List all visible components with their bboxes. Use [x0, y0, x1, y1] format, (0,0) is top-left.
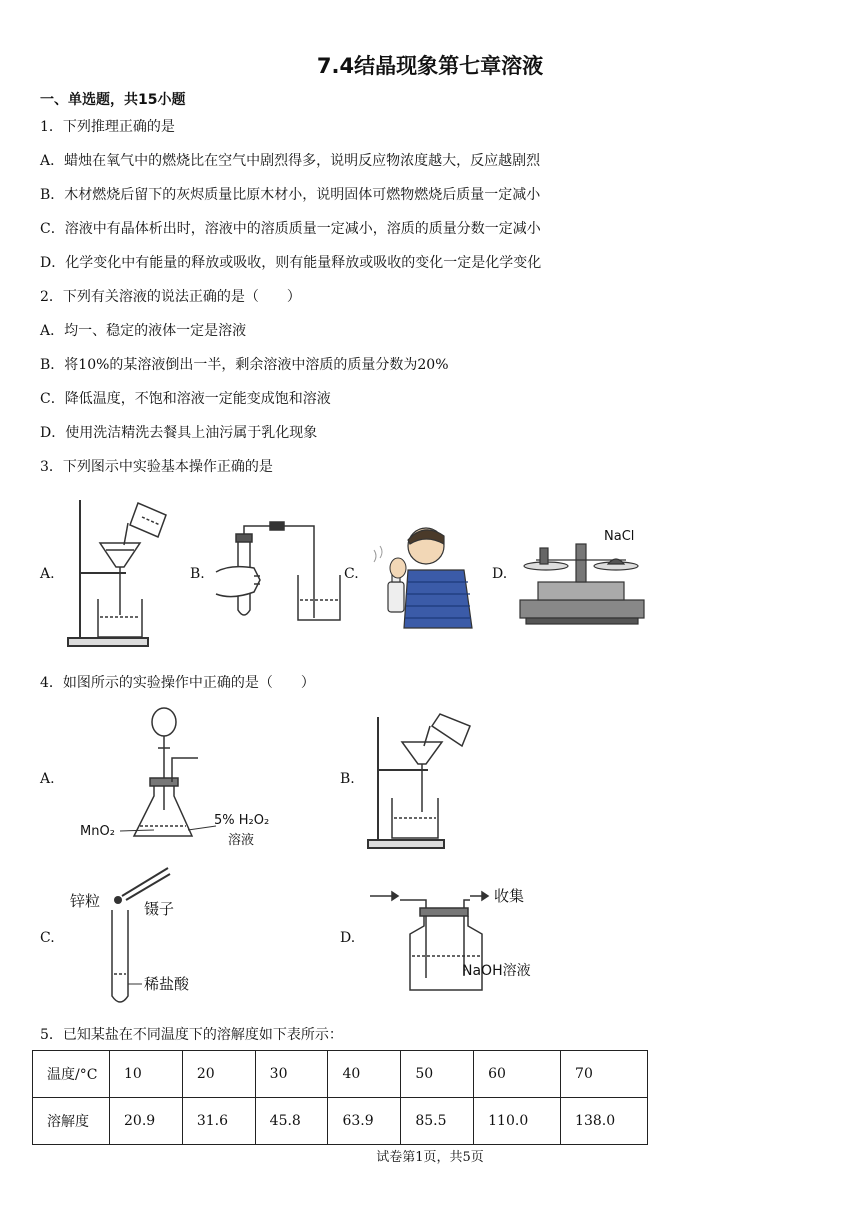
table-cell: 63.9	[328, 1098, 401, 1145]
funnel-icon	[402, 742, 442, 812]
q1-option-c: C．溶液中有晶体析出时，溶液中的溶质质量一定减小，溶质的质量分数一定减小	[40, 221, 541, 237]
q3-label-a: A.	[40, 566, 55, 582]
q4-label-a: A.	[40, 771, 55, 787]
nacl-label: NaCl	[604, 529, 635, 544]
table-cell: 31.6	[182, 1098, 255, 1145]
filtration-diagram	[58, 495, 173, 650]
conical-flask-icon	[134, 778, 192, 836]
table-cell: 45.8	[255, 1098, 328, 1145]
page-title: 7.4结晶现象第七章溶液	[316, 54, 544, 78]
oxygen-generation-diagram	[68, 702, 278, 852]
table-cell: 50	[401, 1051, 474, 1098]
zinc-granule-icon	[114, 896, 122, 904]
naoh-label: NaOH溶液	[462, 963, 531, 979]
q2-stem: 2．下列有关溶液的说法正确的是（ ）	[40, 289, 301, 305]
q5-stem: 5．已知某盐在不同温度下的溶解度如下表所示：	[40, 1027, 343, 1043]
test-tube-icon	[112, 910, 128, 1002]
solubility-table	[32, 1050, 648, 1145]
table-cell: 30	[255, 1051, 328, 1098]
table-row-temperature	[33, 1051, 648, 1098]
zinc-label: 锌粒	[70, 892, 101, 910]
q2-option-c: C．降低温度，不饱和溶液一定能变成饱和溶液	[40, 391, 331, 407]
pouring-beaker-icon	[124, 503, 166, 545]
h2o2-label: 5% H₂O₂	[214, 813, 270, 828]
table-cell: 60	[474, 1051, 561, 1098]
table-cell: 85.5	[401, 1098, 474, 1145]
table-cell: 20	[182, 1051, 255, 1098]
q4-label-b: B.	[340, 771, 355, 787]
q1-option-d: D．化学变化中有能量的释放或吸收，则有能量释放或吸收的变化一定是化学变化	[40, 255, 542, 271]
table-header-solubility: 溶解度	[33, 1098, 110, 1145]
balance-diagram	[516, 520, 648, 628]
q1-option-a: A．蜡烛在氧气中的燃烧比在空气中剧烈得多，说明反应物浓度越大，反应越剧烈	[40, 153, 541, 169]
gas-washing-diagram	[366, 882, 546, 994]
hand-icon	[216, 567, 260, 597]
filtration-diagram-2	[362, 712, 477, 852]
q3-label-d: D.	[492, 566, 508, 582]
pouring-beaker-icon	[424, 714, 470, 746]
table-cell: 138.0	[561, 1098, 648, 1145]
q2-option-d: D．使用洗洁精洗去餐具上油污属于乳化现象	[40, 425, 318, 441]
q4-label-c: C.	[40, 930, 55, 946]
iron-stand-icon	[68, 500, 148, 646]
page-footer: 试卷第1页，共5页	[376, 1150, 484, 1165]
beaker-icon	[392, 798, 438, 838]
tweezers-label: 镊子	[144, 900, 175, 918]
zinc-addition-diagram	[68, 862, 228, 1010]
tweezers-icon	[122, 868, 170, 900]
table-cell: 20.9	[110, 1098, 183, 1145]
person-icon	[404, 528, 472, 628]
table-cell: 40	[328, 1051, 401, 1098]
q1-option-b: B．木材燃烧后留下的灰烬质量比原木材小，说明固体可燃物燃烧后质量一定减小	[40, 187, 541, 203]
iron-stand-icon	[368, 717, 444, 848]
funnel-icon	[100, 543, 140, 615]
section-heading: 一、单选题，共15小题	[40, 92, 186, 108]
table-cell: 10	[110, 1051, 183, 1098]
h2o2-solution-label: 溶液	[228, 833, 255, 848]
q3-stem: 3．下列图示中实验基本操作正确的是	[40, 459, 273, 475]
inlet-arrow-icon	[370, 892, 398, 900]
q1-stem: 1．下列推理正确的是	[40, 119, 175, 135]
q4-label-d: D.	[340, 930, 356, 946]
q3-label-c: C.	[344, 566, 359, 582]
table-cell: 110.0	[474, 1098, 561, 1145]
q2-option-b: B．将10%的某溶液倒出一半，剩余溶液中溶质的质量分数为20%	[40, 357, 449, 373]
hcl-label: 稀盐酸	[144, 975, 190, 993]
bottle-icon	[388, 574, 404, 612]
smelling-gas-diagram	[368, 520, 480, 630]
table-header-temperature: 温度/°C	[33, 1051, 110, 1098]
table-row-solubility	[33, 1098, 648, 1145]
water-beaker-icon	[298, 575, 340, 620]
q4-stem: 4．如图所示的实验操作中正确的是（ ）	[40, 675, 315, 691]
mno2-label: MnO₂	[80, 824, 115, 839]
balance-icon	[520, 544, 644, 624]
hand-waving-icon	[390, 558, 406, 578]
collect-label: 收集	[494, 887, 525, 905]
q3-label-b: B.	[190, 566, 205, 582]
q2-option-a: A．均一、稳定的液体一定是溶液	[40, 323, 247, 339]
table-cell: 70	[561, 1051, 648, 1098]
airtightness-check-diagram	[210, 520, 350, 625]
